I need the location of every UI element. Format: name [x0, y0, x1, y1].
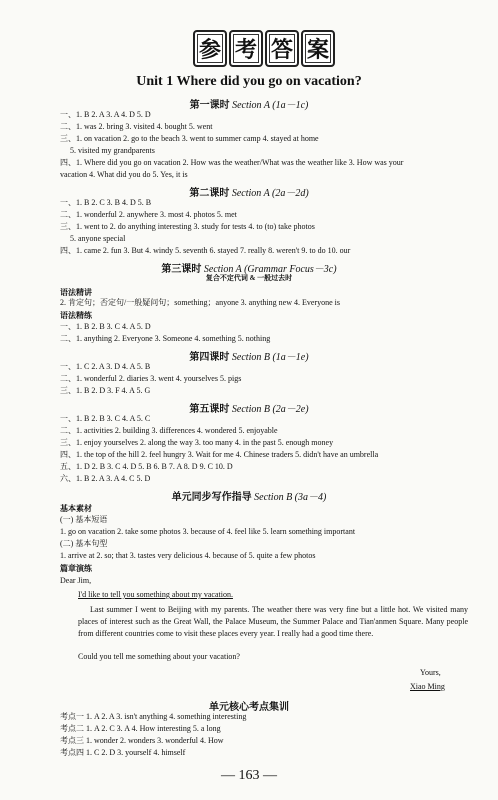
answer-line: 考点一 1. A 2. A 3. isn't anything 4. something interesting [60, 712, 247, 721]
answer-key-banner [193, 30, 335, 66]
banner-char: 答 [265, 30, 299, 67]
section-7-heading: 单元核心考点集训 [209, 702, 289, 713]
answer-line: 2. 肯定句；否定句/一般疑问句；something；anyone 3. anything new 4. Everyone is [60, 298, 340, 307]
banner-char: 考 [229, 30, 263, 67]
answer-line: 四、1. came 2. fun 3. But 4. windy 5. seventh 6. stayed 7. really 8. weren't 9. to do 10. our [60, 246, 351, 255]
answer-line: vacation 4. What did you do 5. Yes, it is [60, 170, 188, 179]
answer-line: 四、1. the top of the hill 2. feel hungry 3. Wait for me 4. Chinese traders 5. didn't have an umbrella [60, 450, 379, 459]
answer-line: 六、1. B 2. A 3. A 4. C 5. D [60, 474, 151, 483]
answer-line: 二、1. wonderful 2. diaries 3. went 4. yourselves 5. pigs [60, 374, 242, 383]
subheading: (一) 基本短语 [60, 515, 108, 524]
letter-greeting: Dear Jim, [60, 576, 92, 585]
answer-line: 三、1. enjoy yourselves 2. along the way 3. too many 4. in the past 5. enough money [60, 438, 334, 447]
letter-signature: Xiao Ming [410, 682, 445, 691]
answer-line: 一、1. C 2. A 3. D 4. A 5. B [60, 362, 151, 371]
answer-line: 二、1. was 2. bring 3. visited 4. bought 5. went [60, 122, 213, 131]
answer-line: 一、1. B 2. A 3. A 4. D 5. D [60, 110, 151, 119]
subheading: (二) 基本句型 [60, 539, 108, 548]
answer-line: 5. visited my grandparents [70, 146, 155, 155]
answer-line: 二、1. anything 2. Everyone 3. Someone 4. something 5. nothing [60, 334, 271, 343]
unit-title: Unit 1 Where did you go on vacation? [136, 74, 362, 89]
answer-line: 一、1. B 2. B 3. C 4. A 5. C [60, 414, 151, 423]
answer-line: 二、1. activities 2. building 3. differences 4. wondered 5. enjoyable [60, 426, 278, 435]
section-1-heading: 第一课时 Section A (1a－1c) [189, 100, 309, 111]
page-number: — 163 — [221, 768, 277, 783]
label-writing: 篇章演练 [60, 564, 92, 573]
letter-closing: Yours, [420, 668, 441, 677]
answer-line: 1. go on vacation 2. take some photos 3. because of 4. feel like 5. learn something important [60, 527, 356, 536]
label-materials: 基本素材 [60, 504, 92, 513]
section-5-heading: 第五课时 Section B (2a－2e) [189, 404, 309, 415]
answer-line: 三、1. on vacation 2. go to the beach 3. went to summer camp 4. stayed at home [60, 134, 319, 143]
answer-line: 一、1. B 2. B 3. C 4. A 5. D [60, 322, 151, 331]
answer-line: 三、1. B 2. D 3. F 4. A 5. G [60, 386, 151, 395]
label-practice: 语法精练 [60, 311, 92, 320]
answer-line: 三、1. went to 2. do anything interesting 3. study for tests 4. to (to) take photos [60, 222, 315, 231]
section-6-heading: 单元同步写作指导 Section B (3a－4) [171, 492, 327, 503]
section-3-heading: 第三课时 Section A (Grammar Focus－3c) [161, 264, 337, 275]
answer-line: 考点四 1. C 2. D 3. yourself 4. himself [60, 748, 186, 757]
answer-line: 五、1. D 2. B 3. C 4. D 5. B 6. B 7. A 8. D 9. C 10. D [60, 462, 233, 471]
banner-char: 参 [193, 30, 227, 67]
answer-line: 5. anyone special [70, 234, 126, 243]
label-grammar: 语法精讲 [60, 288, 92, 297]
banner-char: 案 [301, 30, 335, 67]
answer-line: 四、1. Where did you go on vacation 2. How was the weather/What was the weather like 3. How was your [60, 158, 404, 167]
answer-line: 二、1. wonderful 2. anywhere 3. most 4. photos 5. met [60, 210, 237, 219]
answer-line: 考点三 1. wonder 2. wonders 3. wonderful 4. How [60, 736, 224, 745]
letter-first-line: I'd like to tell you something about my vacation. [78, 590, 233, 599]
answer-line: 1. arrive at 2. so; that 3. tastes very delicious 4. because of 5. quite a few photos [60, 551, 316, 560]
answer-line: 考点二 1. A 2. C 3. A 4. How interesting 5. a long [60, 724, 221, 733]
answer-line: 一、1. B 2. C 3. B 4. D 5. B [60, 198, 152, 207]
section-2-heading: 第二课时 Section A (2a－2d) [189, 188, 309, 199]
section-4-heading: 第四课时 Section B (1a－1e) [189, 352, 309, 363]
section-3-note: 复合不定代词 & 一般过去时 [205, 274, 293, 282]
letter-question: Could you tell me something about your vacation? [78, 652, 240, 661]
letter-body: Last summer I went to Beijing with my parents. The weather there was very fine but a little hot. We visited many places of interest such as the Great Wall, the Palace Museum, the Summer Palace and Tian'anmen Square. Many people from different countries come to visit these places every year. I really had a good time there. [78, 605, 468, 638]
